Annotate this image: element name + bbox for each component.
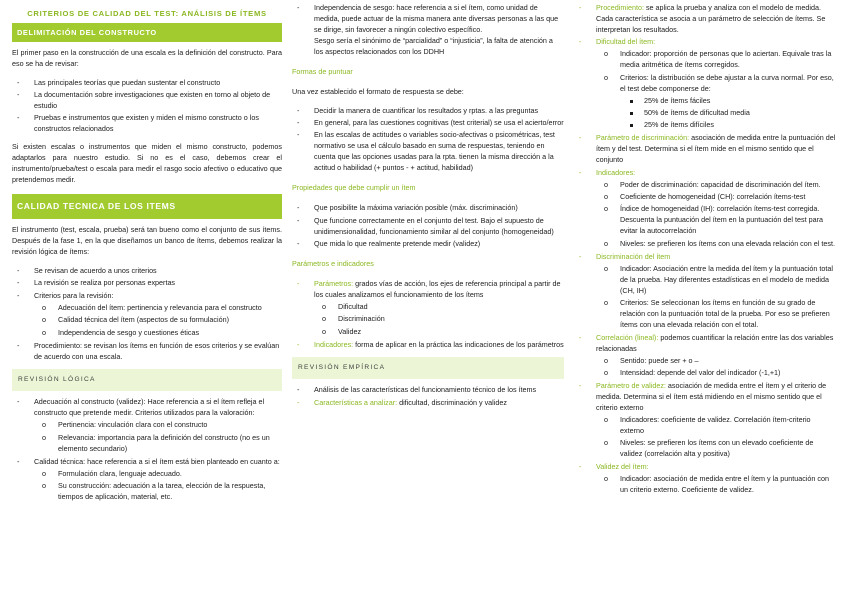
sub-list-item: o Indicador: proporción de personas que lo aciertan. Equivale tras la media aritmética de ítems corregidos. xyxy=(596,49,836,71)
sub-list-item: o Indicadores: coeficiente de validez. Correlación ítem-criterio externo xyxy=(596,415,836,437)
sub-list-item: o Formulación clara, lenguaje adecuado. xyxy=(34,469,282,480)
sub-list-item: o Independencia de sesgo y cuestiones éticas xyxy=(34,328,282,339)
sub-list xyxy=(596,49,836,131)
sub-list-item: o Adecuación del ítem: pertinencia y relevancia para el constructo xyxy=(34,303,282,314)
sub-list xyxy=(34,469,282,503)
paragraph: Si existen escalas o instrumentos que miden el mismo constructo, podemos adaptarlos para nuestro estudio. Si no es el caso, debemos crear el instrumento/prueba/test o escala para medir el rasgo socio afectivo o educativo que pretendemos medir. xyxy=(12,142,282,185)
list-item-continuation: Sesgo sería el sinónimo de “parcialidad” o “injusticia”, la falta de atención a los aspectos relacionados con los DDHH xyxy=(314,35,553,56)
list-item xyxy=(12,457,282,503)
term-label: Indicadores: xyxy=(314,339,354,349)
list-item: - Análisis de las características del funcionamiento técnico de los ítems xyxy=(292,385,564,396)
column-1 xyxy=(12,0,282,510)
sub-list-item: o Su construcción: adecuación a la tarea, elección de la respuesta, tiempos de aplicación, material, etc. xyxy=(34,481,282,503)
sub-list-item: o Sentido: puede ser + o – xyxy=(596,356,836,367)
sub-sub-list xyxy=(620,96,836,132)
sub-sub-list-item: 50% de ítems de dificultad media xyxy=(620,108,836,119)
term-text: grados vías de acción, los ejes de referencia principal a partir de los cuales analizamos el funcionamiento de los ítems xyxy=(314,278,561,299)
sub-list-item: o Índice de homogeneidad (IH): correlación ítems-test corregida. Descuenta la puntuación del ítem en la puntuación del test para evitar la autocorrelación xyxy=(596,204,836,237)
sub-list-item: o Discriminación xyxy=(314,314,564,325)
term-text: se aplica la prueba y analiza con el modelo de medida. Cada característica se asocia a un parámetro de selección de ítems. Se interpretan los resultados. xyxy=(596,3,826,34)
sub-list xyxy=(596,356,836,379)
sub-list xyxy=(596,180,836,250)
sub-list-item-text: Criterios: la distribución se debe ajustar a la curva normal. Por eso, el test debe componerse de: xyxy=(620,72,834,93)
list-item xyxy=(574,333,836,379)
term-label: Parámetro de validez: xyxy=(596,381,666,390)
list-item: - En general, para las cuestiones cognitivas (test criterial) se usa el acierto/error xyxy=(292,118,564,129)
sub-list-item: o Validez xyxy=(314,327,564,338)
list-item-text: Criterios para la revisión: xyxy=(34,290,114,300)
bullet-list xyxy=(12,266,282,363)
sub-list-item: o Niveles: se prefieren los ítems con una elevada relación con el test. xyxy=(596,239,836,250)
term-text: asociación de medida entre la puntuación del ítem y del test. Determina si el ítem mide en el mismo sentido que el conjunto xyxy=(596,133,836,165)
sub-list xyxy=(596,264,836,331)
list-item: - Que mida lo que realmente pretende medir (validez) xyxy=(292,239,564,250)
paragraph: Una vez establecido el formato de respuesta se debe: xyxy=(292,86,464,96)
term-label: Parámetros: xyxy=(314,278,354,288)
sub-list xyxy=(314,302,564,338)
term-text: podemos cuantificar la relación entre las dos variables relacionadas xyxy=(596,332,834,353)
sub-list-item: o Indicador: Asociación entre la medida del ítem y la puntuación total de la prueba. Hay diferentes estadísticas en el modelo de medida (CH, IH) xyxy=(596,264,836,297)
list-item xyxy=(292,398,564,409)
term-label: Dificultad del ítem: xyxy=(596,37,656,47)
term-label: Validez del ítem: xyxy=(596,462,649,472)
term-text: dificultad, discriminación y validez xyxy=(397,397,507,407)
subheading-formas-puntuar: Formas de puntuar xyxy=(292,66,353,76)
list-item: - Se revisan de acuerdo a unos criterios xyxy=(12,266,282,277)
bullet-list xyxy=(12,78,282,136)
list-item-text: Independencia de sesgo: hace referencia a si el ítem, como unidad de medida, puede actuar de la misma manera ante diversas personas a las que se dirige, sin favorecer a ningún colectivo específico. xyxy=(314,3,559,34)
list-item: - Procedimiento: se revisan los ítems en función de esos criterios y se evalúan de acuerdo con una escala. xyxy=(12,341,282,363)
term-text: asociación de medida entre el ítem y el criterio de medida. Determina si el ítem está midiendo en el mismo sentido que el criterio externo xyxy=(596,381,827,412)
term-label: Correlación (lineal): xyxy=(596,332,659,342)
list-item xyxy=(292,279,564,338)
section-header-calidad-tecnica: CALIDAD TECNICA DE LOS ITEMS xyxy=(12,194,282,219)
list-item xyxy=(574,462,836,496)
sub-list-item: o Criterios: Se seleccionan los ítems en función de su grado de relación con la puntuación total de la prueba. Por eso se prefieren ítems con una elevada relación con el total. xyxy=(596,298,836,331)
sub-list-item: o Relevancia: importancia para la definición del constructo (no es un elemento secundario) xyxy=(34,433,282,455)
list-item-text: Adecuación al constructo (validez): Hace referencia a si el ítem refleja el constructo que pretende medir. Criterios utilizados para la valoración: xyxy=(34,397,265,418)
list-item xyxy=(574,37,836,131)
sub-list-item: o Pertinencia: vinculación clara con el constructo xyxy=(34,420,282,431)
sub-list-item: o Coeficiente de homogeneidad (CH): correlación ítems-test xyxy=(596,192,836,203)
list-item: - Que posibilite la máxima variación posible (máx. discriminación) xyxy=(292,203,564,214)
subheading-parametros: Parámetros e indicadores xyxy=(292,258,374,268)
term-label: Indicadores: xyxy=(596,167,636,177)
list-item xyxy=(292,340,564,351)
sub-list-item: o Niveles: se prefieren los ítems con un elevado coeficiente de validez (correlación alta y positiva) xyxy=(596,438,836,460)
section-header-delimitacion: DELIMITACIÓN DEL CONSTRUCTO xyxy=(12,23,282,42)
sub-sub-list-item: 25% de ítems fáciles xyxy=(620,96,836,107)
bullet-list xyxy=(292,3,564,58)
sub-list xyxy=(596,474,836,496)
list-item: - La revisión se realiza por personas expertas xyxy=(12,278,282,289)
paragraph: El instrumento (test, escala, prueba) será tan bueno como el conjunto de sus ítems. Después de la fase 1, en la que diseñamos un banco de ítems, debemos realizar la revisión lógica de ítems: xyxy=(12,225,282,257)
list-item: - Que funcione correctamente en el conjunto del test. Bajo el supuesto de unidimensionalidad, funcionamiento similar al del conjunto (homogeneidad) xyxy=(292,216,564,238)
sub-list xyxy=(596,415,836,460)
sub-list-item xyxy=(596,73,836,132)
list-item xyxy=(574,252,836,331)
sub-list-item: o Indicador: asociación de medida entre el ítem y la puntuación con un criterio externo. Coeficiente de validez. xyxy=(596,474,836,496)
bullet-list xyxy=(292,203,564,250)
bullet-list xyxy=(574,3,836,496)
bullet-list xyxy=(292,279,564,351)
sub-list xyxy=(34,420,282,454)
sub-list-item: o Calidad técnica del ítem (aspectos de su formulación) xyxy=(34,315,282,326)
sub-list-item: o Dificultad xyxy=(314,302,564,313)
list-item xyxy=(12,397,282,454)
sub-sub-list-item: 25% de ítems difíciles xyxy=(620,120,836,131)
list-item: - Decidir la manera de cuantificar los resultados y rptas. a las preguntas xyxy=(292,106,564,117)
sub-list xyxy=(34,303,282,339)
list-item: - La documentación sobre investigaciones que existen en torno al objeto de estudio xyxy=(12,90,282,112)
column-3 xyxy=(574,0,836,503)
list-item xyxy=(292,3,564,58)
paragraph: El primer paso en la construcción de una escala es la definición del constructo. Para eso se ha de revisar: xyxy=(12,47,282,68)
list-item xyxy=(574,3,836,36)
section-header-revision-empirica: REVISIÓN EMPÍRICA xyxy=(292,357,564,379)
bullet-list xyxy=(292,106,564,175)
sub-list-item: o Poder de discriminación: capacidad de discriminación del ítem. xyxy=(596,180,836,191)
term-label: Discriminación del ítem xyxy=(596,251,671,261)
sub-list-item: o Intensidad: depende del valor del indicador (-1,+1) xyxy=(596,368,836,379)
list-item: - En las escalas de actitudes o variables socio-afectivas o psicométricas, test normativo se usa el cálculo basado en suma de respuestas, teniendo en cuenta que las opciones usadas para la rpta. tienen la misma dirección a la actitud o habilidad (+ puntos - + actitud, habilidad) xyxy=(292,130,564,174)
list-item-text: Calidad técnica: hace referencia a si el ítem está bien planteado en cuanto a: xyxy=(34,456,280,466)
list-item: - Las principales teorías que puedan sustentar el constructo xyxy=(12,78,282,89)
bullet-list xyxy=(292,385,564,408)
term-label: Características a analizar: xyxy=(314,397,398,407)
list-item xyxy=(574,133,836,166)
list-item: - Pruebas e instrumentos que existen y miden el mismo constructo o los constructos relacionados xyxy=(12,113,282,135)
column-2 xyxy=(292,0,564,416)
term-label: Procedimiento: xyxy=(596,3,644,12)
section-header-revision-logica: REVISIÓN LÓGICA xyxy=(12,369,282,391)
list-item xyxy=(12,291,282,339)
subheading-propiedades: Propiedades que debe cumplir un ítem xyxy=(292,183,416,193)
list-item xyxy=(574,168,836,250)
term-label: Parámetro de discriminación: xyxy=(596,133,690,143)
term-text: forma de aplicar en la práctica las indicaciones de los parámetros xyxy=(353,339,564,349)
bullet-list xyxy=(12,397,282,502)
document-title: CRITERIOS DE CALIDAD DEL TEST: ANÁLISIS DE ÍTEMS xyxy=(27,9,267,18)
list-item xyxy=(574,381,836,460)
